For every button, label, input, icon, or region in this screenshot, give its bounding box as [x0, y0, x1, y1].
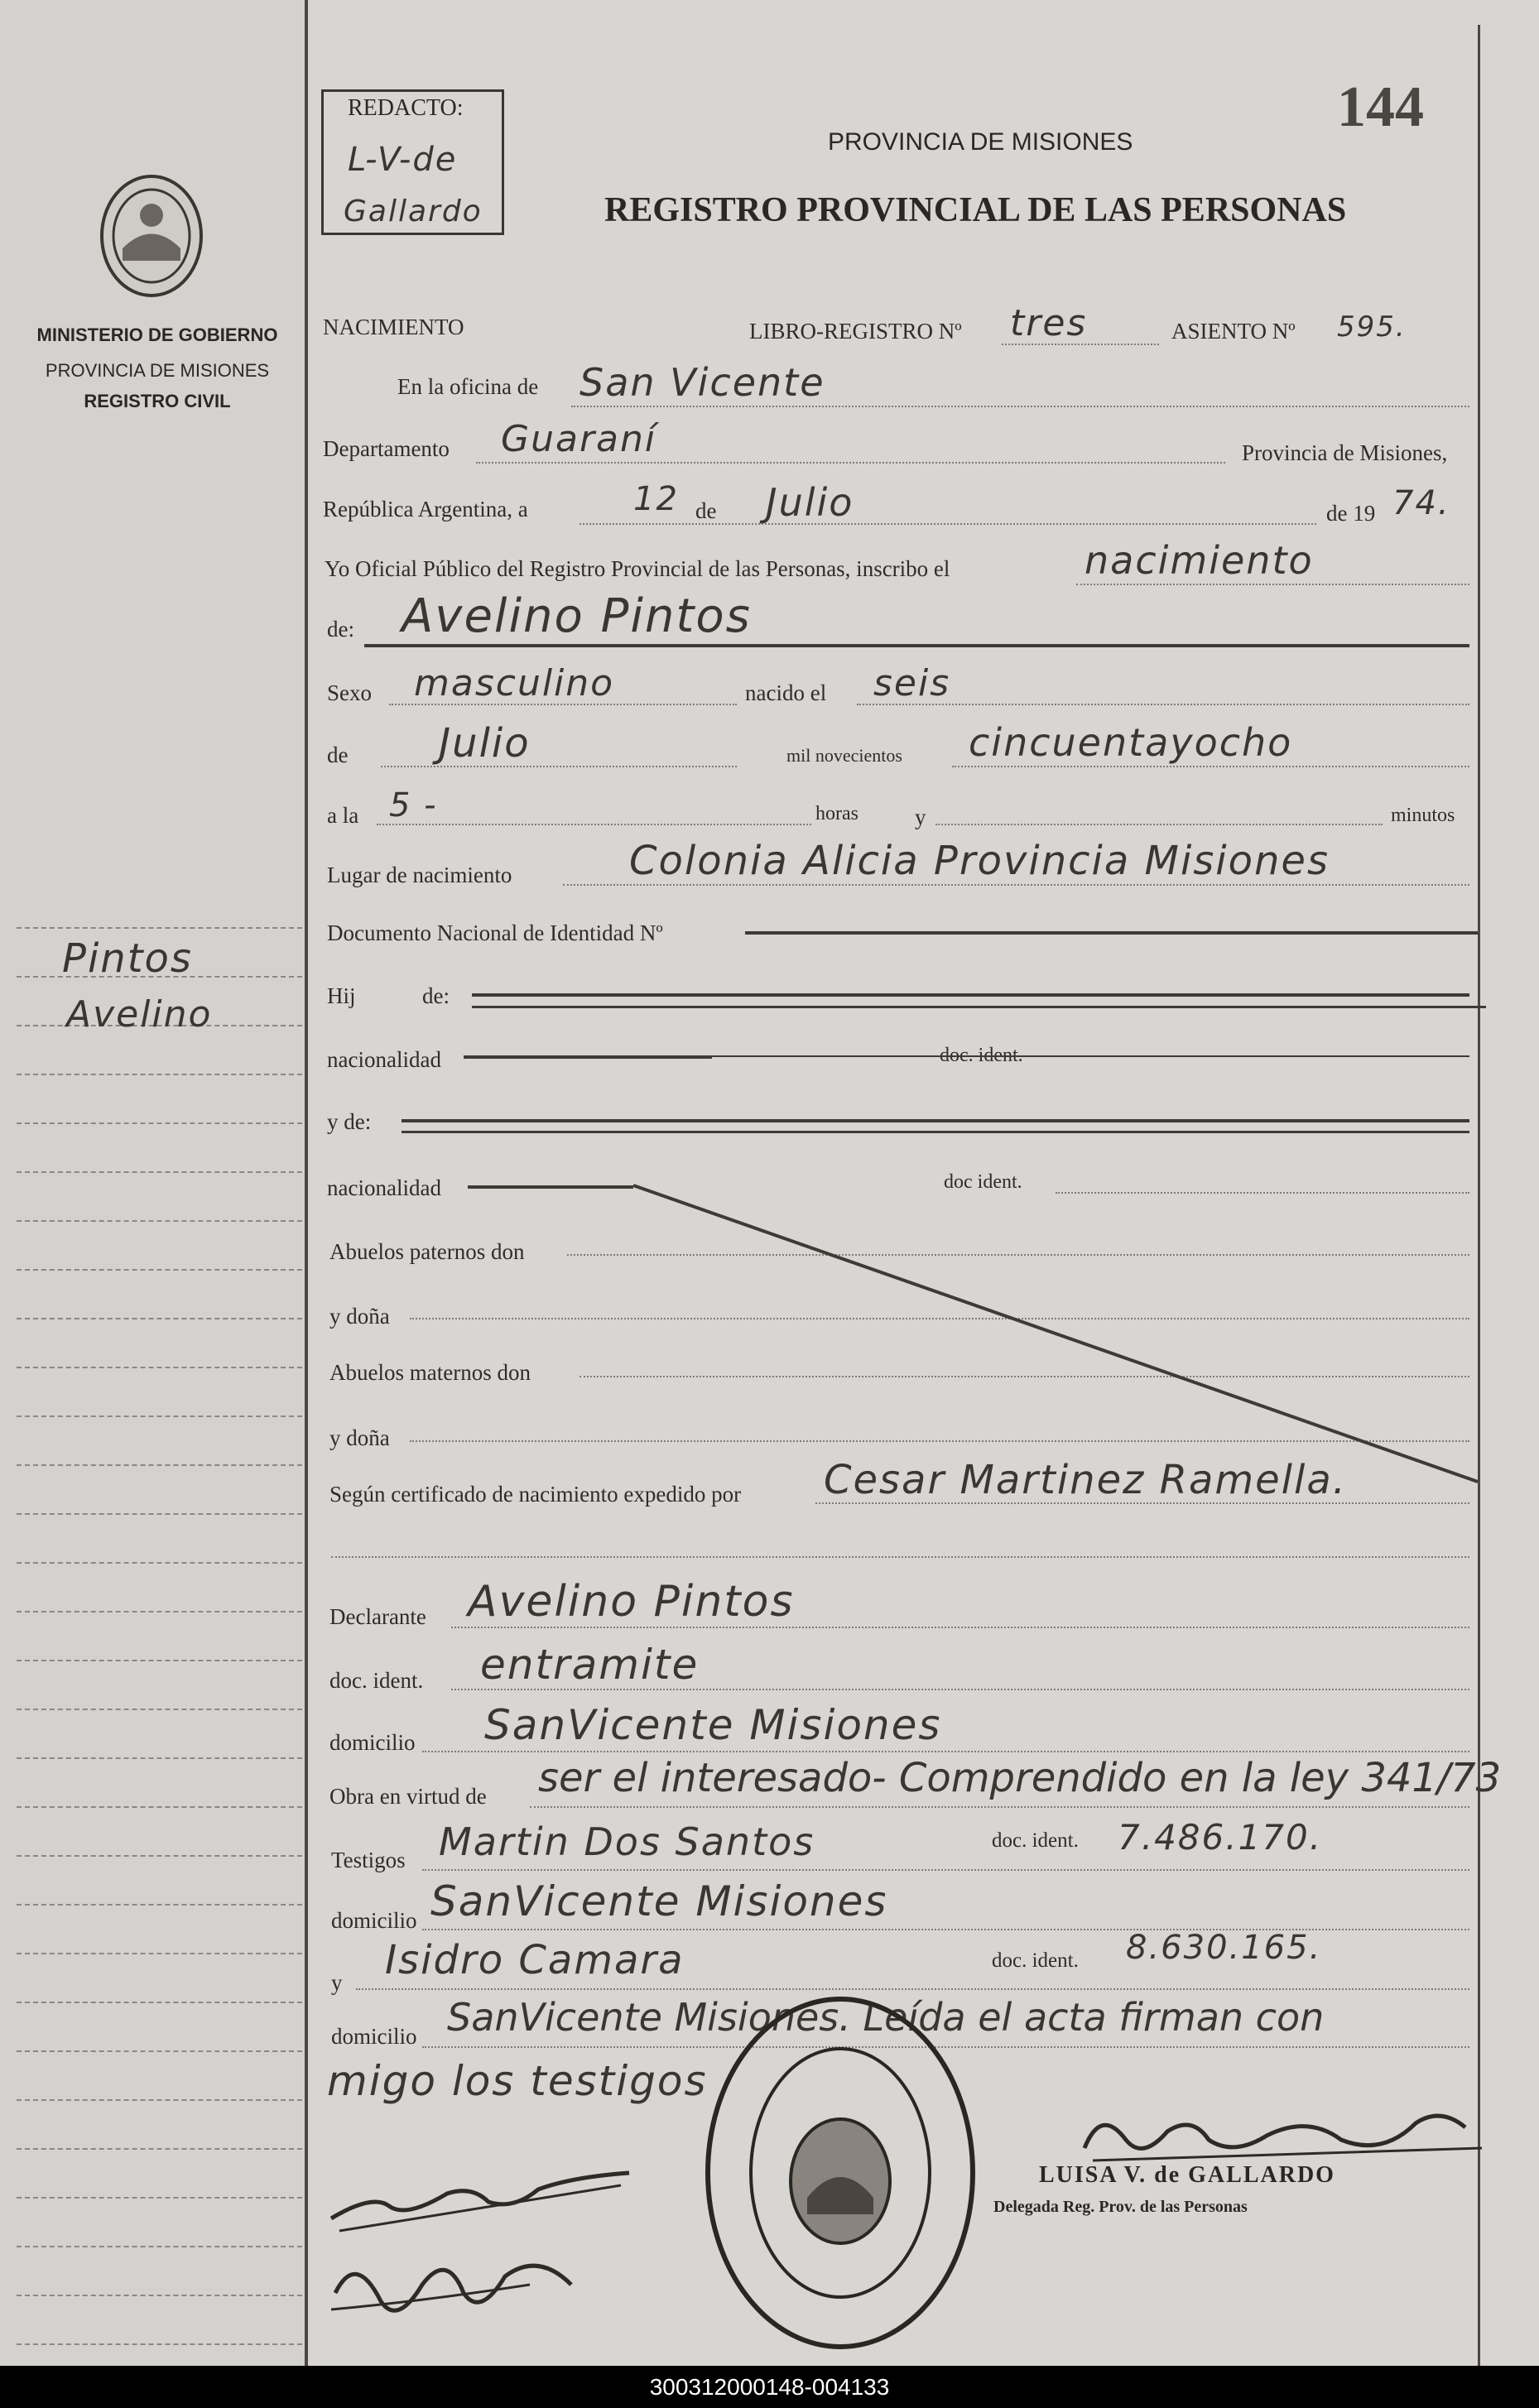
sexo-value: masculino: [414, 662, 615, 704]
birth-month-value: Julio: [439, 720, 531, 767]
margin-rule: [17, 1953, 302, 1954]
y2-label: y: [331, 1970, 343, 1995]
margin-rule: [17, 927, 302, 929]
line-docident: [451, 1689, 1469, 1690]
mil-label: mil novecientos: [786, 745, 902, 766]
margin-rule: [17, 1562, 302, 1564]
abuelos-paternos-label: Abuelos paternos don: [329, 1239, 525, 1264]
domicilio3-value: SanVicente Misiones. Leída el acta firman con: [447, 1995, 1325, 2040]
ministry-seal-icon: [89, 170, 214, 302]
testigo2-value: Isidro Camara: [385, 1937, 685, 1983]
margin-rule: [17, 1171, 302, 1173]
ministry-line1: MINISTERIO DE GOBIERNO: [36, 324, 278, 345]
signature-name: LUISA V. de GALLARDO: [1039, 2162, 1335, 2188]
line-yde-cancel: [402, 1119, 1469, 1122]
line-hora: [377, 824, 811, 825]
redacto-label: REDACTO:: [348, 95, 464, 121]
yo-oficial-label: Yo Oficial Público del Registro Provincial de las Personas, inscribo el: [325, 556, 950, 581]
asiento-label: ASIENTO Nº: [1171, 319, 1296, 344]
margin-rule: [17, 1611, 302, 1613]
line-domicilio1: [422, 1751, 1469, 1752]
declarante-label: Declarante: [329, 1604, 426, 1629]
obra-label: Obra en virtud de: [329, 1784, 487, 1809]
margin-note-surname: Pintos: [62, 935, 193, 982]
margin-rule: [17, 1757, 302, 1759]
left-margin: [0, 0, 306, 2367]
witness-signatures: [323, 2152, 654, 2343]
line-name: [364, 644, 1469, 647]
margin-rule: [17, 2148, 302, 2150]
ala-label: a la: [327, 803, 359, 828]
margin-rule: [17, 1806, 302, 1808]
margin-rule: [17, 1904, 302, 1906]
margin-rule: [17, 1513, 302, 1515]
segun-label: Según certificado de nacimiento expedido por: [329, 1482, 742, 1507]
provincia-label: Provincia de Misiones,: [1242, 440, 1448, 465]
redacto-line1: L-V-de: [348, 141, 458, 179]
margin-rule: [17, 1464, 302, 1466]
official-signature: [1068, 2090, 1498, 2173]
docident-label: doc. ident.: [329, 1668, 424, 1693]
republica-label: República Argentina, a: [323, 497, 528, 521]
margin-rule: [17, 1415, 302, 1417]
margin-rule: [17, 1269, 302, 1271]
hijo-label: Hij: [327, 983, 356, 1008]
de-label: de: [695, 498, 717, 523]
nacionalidad2-label: nacionalidad: [327, 1175, 441, 1200]
line-birth-year: [952, 766, 1469, 767]
margin-note-name: Avelino: [66, 993, 213, 1036]
line-nac1-strike: [464, 1055, 1469, 1057]
line-segun: [815, 1502, 1469, 1504]
registry-header: REGISTRO PROVINCIAL DE LAS PERSONAS: [604, 191, 1347, 229]
domicilio2-value: SanVicente Misiones: [430, 1877, 888, 1925]
abuelos-maternos-label: Abuelos maternos don: [329, 1360, 531, 1385]
line-sexo: [389, 704, 737, 705]
year-label: de 19: [1326, 501, 1376, 526]
declarante-value: Avelino Pintos: [468, 1577, 795, 1627]
testigo1-doc-label: doc. ident.: [992, 1829, 1079, 1852]
ydona1-label: y doña: [329, 1304, 390, 1329]
departamento-label: Departamento: [323, 436, 450, 461]
name-value: Avelino Pintos: [402, 589, 752, 643]
ydona2-label: y doña: [329, 1425, 390, 1450]
redacto-line2: Gallardo: [344, 195, 483, 228]
line-nac2-cancel: [468, 1185, 633, 1189]
testigos-label: Testigos: [331, 1848, 406, 1872]
record-type-label: NACIMIENTO: [323, 315, 464, 339]
yde-label: y de:: [327, 1109, 372, 1134]
margin-border-line: [305, 0, 308, 2367]
libro-value: tres: [1010, 302, 1088, 344]
line-testigo2: [356, 1988, 1469, 1990]
testigo2-doc-label: doc. ident.: [992, 1949, 1079, 1972]
de-month-label: de: [327, 743, 349, 767]
minutos-label: minutos: [1391, 805, 1455, 826]
horas-label: horas: [815, 803, 858, 824]
testigo2-doc-value: 8.630.165.: [1126, 1929, 1322, 1967]
de-name-label: de:: [327, 617, 354, 642]
hijo-de-label: de:: [422, 983, 450, 1008]
doc2-label: doc ident.: [944, 1171, 1022, 1193]
margin-rule: [17, 2295, 302, 2296]
margin-rule: [17, 2099, 302, 2101]
closing-value: migo los testigos: [327, 2057, 708, 2105]
birth-year-value: cincuentayocho: [969, 720, 1293, 765]
hora-value: 5 -: [389, 786, 438, 824]
day-value: 12: [633, 480, 679, 518]
line-hijo-cancel: [472, 993, 1469, 997]
margin-rule: [17, 2343, 302, 2345]
asiento-value: 595.: [1337, 310, 1407, 344]
domicilio2-label: domicilio: [331, 1908, 417, 1933]
nacido-value: seis: [873, 662, 951, 704]
line-hijo-cancel-2: [472, 1006, 1486, 1008]
nacido-label: nacido el: [745, 680, 827, 705]
ministry-line3: REGISTRO CIVIL: [84, 391, 231, 411]
registry-stamp-icon: [700, 1991, 981, 2355]
line-blank: [331, 1556, 1469, 1558]
line-nacido: [857, 704, 1469, 705]
signature-title: Delegada Reg. Prov. de las Personas: [993, 2198, 1248, 2216]
domicilio1-value: SanVicente Misiones: [484, 1701, 942, 1749]
libro-label: LIBRO-REGISTRO Nº: [749, 319, 962, 344]
dni-label: Documento Nacional de Identidad Nº: [327, 920, 663, 945]
testigo1-doc-value: 7.486.170.: [1118, 1817, 1323, 1858]
lugar-label: Lugar de nacimiento: [327, 863, 512, 887]
line-yde-cancel-2: [402, 1131, 1469, 1133]
obra-value: ser el interesado- Comprendido en la ley 341/73: [538, 1755, 1502, 1801]
margin-rule: [17, 1318, 302, 1319]
margin-rule: [17, 2002, 302, 2003]
line-yo: [1076, 584, 1469, 585]
margin-rule: [17, 1660, 302, 1661]
line-departamento: [476, 462, 1225, 464]
line-lugar: [563, 884, 1469, 886]
ministry-line2: PROVINCIA DE MISIONES: [45, 360, 270, 381]
line-oficina: [571, 406, 1469, 407]
line-date: [580, 523, 1316, 525]
segun-value: Cesar Martinez Ramella.: [824, 1457, 1347, 1503]
sexo-label: Sexo: [327, 680, 372, 705]
margin-rule: [17, 1855, 302, 1857]
margin-rule: [17, 1220, 302, 1222]
month-value: Julio: [766, 480, 854, 525]
y-label: y: [915, 805, 926, 829]
doc1-label: doc. ident.: [940, 1045, 1023, 1066]
docident-value: entramite: [480, 1641, 700, 1689]
line-dni-cancel: [745, 931, 1478, 935]
line-obra: [530, 1806, 1469, 1808]
domicilio1-label: domicilio: [329, 1730, 416, 1755]
margin-rule: [17, 1367, 302, 1368]
nacionalidad1-label: nacionalidad: [327, 1047, 441, 1072]
year-value: 74.: [1392, 484, 1450, 522]
margin-rule: [17, 1709, 302, 1710]
cancel-diagonal: [629, 1175, 1482, 1490]
margin-rule: [17, 2246, 302, 2247]
departamento-value: Guaraní: [501, 418, 657, 460]
line-minutos: [935, 824, 1383, 825]
oficina-label: En la oficina de: [397, 374, 539, 399]
libro-line: [1002, 344, 1159, 345]
margin-rule: [17, 2050, 302, 2052]
page-number: 144: [1337, 75, 1424, 139]
line-birth-month: [381, 766, 737, 767]
margin-rule: [17, 2197, 302, 2199]
margin-rule: [17, 1122, 302, 1124]
yo-oficial-value: nacimiento: [1085, 538, 1314, 583]
oficina-value: San Vicente: [580, 360, 825, 405]
province-header: PROVINCIA DE MISIONES: [828, 128, 1133, 156]
line-declarante: [451, 1627, 1469, 1628]
lugar-value: Colonia Alicia Provincia Misiones: [629, 838, 1330, 884]
margin-rule: [17, 1074, 302, 1075]
testigo1-value: Martin Dos Santos: [439, 1819, 815, 1864]
footer-code: 300312000148-004133: [0, 2366, 1539, 2408]
line-testigo1: [422, 1869, 1469, 1871]
domicilio3-label: domicilio: [331, 2024, 417, 2049]
